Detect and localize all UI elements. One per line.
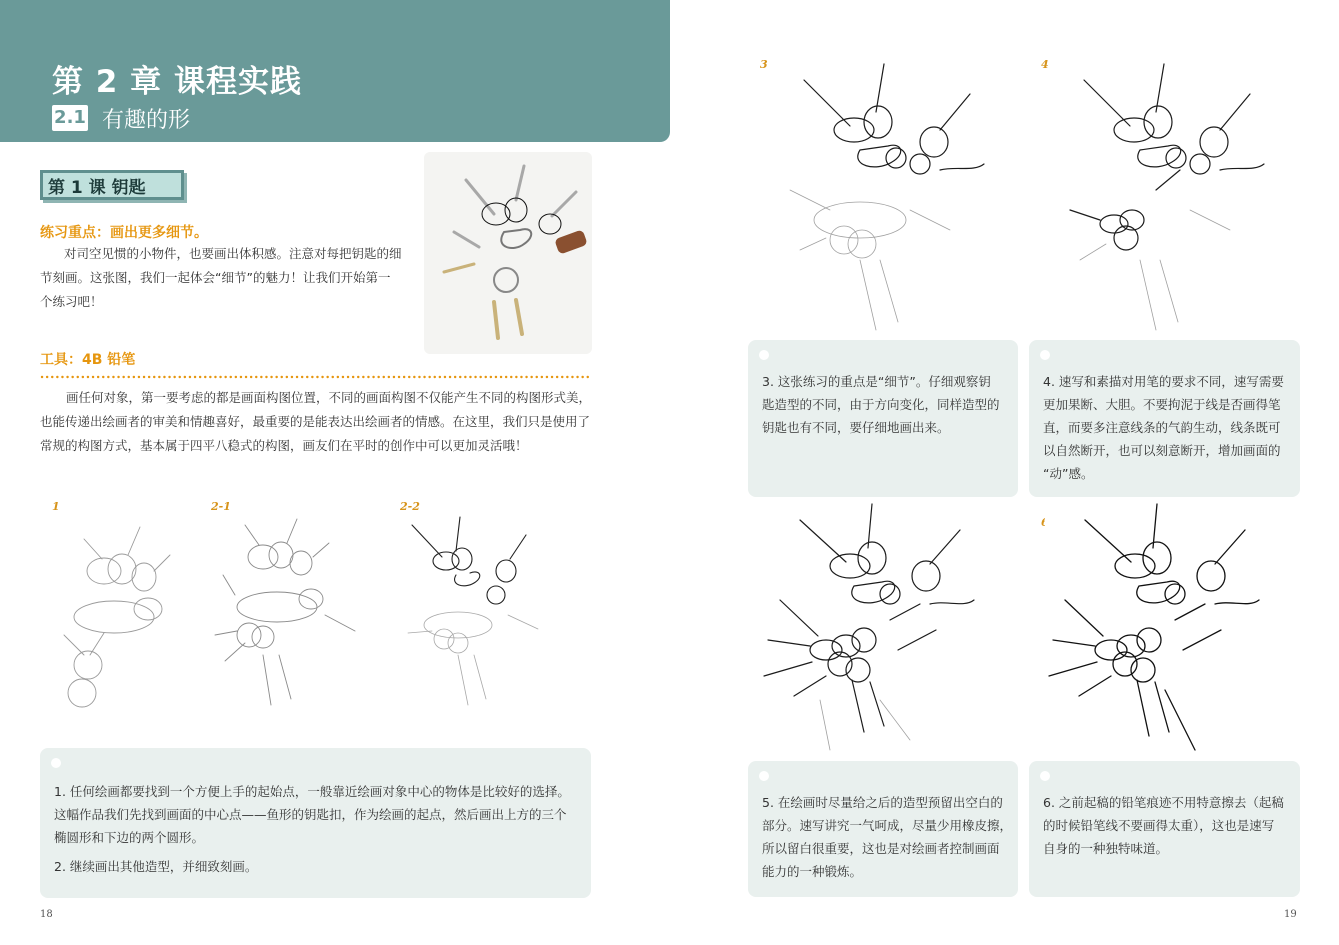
note-line: 椭圆形和下边的两个圆形。 — [54, 830, 205, 845]
note-line: 这幅作品我们先找到画面的中心点——鱼形的钥匙扣，作为绘画的起点，然后画出上方的三个 — [54, 807, 567, 822]
step-number: 4 — [1041, 58, 1049, 71]
note-text — [1043, 370, 1297, 485]
note-line: 部分。速写讲究一气呵成，尽量少用橡皮擦， — [762, 818, 1013, 833]
note-line: 5. 在绘画时尽量给之后的造型预留出空白的 — [762, 795, 1003, 810]
note-line: 直，而要多注意线条的气韵生动，线条既可 — [1043, 420, 1281, 435]
note-bullet-icon — [759, 350, 769, 360]
section-number: 2.1 — [52, 105, 88, 131]
sketch-step-6 — [1045, 500, 1280, 760]
dotted-divider — [40, 374, 590, 380]
note-line: 以自然断开，也可以刻意断开，增加画面的 — [1043, 443, 1281, 458]
tool-label: 工具：4B 铅笔 — [40, 352, 136, 368]
note-text — [762, 791, 1014, 883]
note-text — [762, 370, 1014, 439]
note-box-6 — [1029, 761, 1300, 897]
lesson-intro — [40, 242, 418, 314]
keys-photo — [424, 152, 592, 354]
step-number: 5 — [760, 516, 768, 529]
note-box-5 — [748, 761, 1018, 897]
intro-line: 节刻画。这张图，我们一起体会“细节”的魅力！让我们开始第一 — [40, 270, 391, 285]
note-line: 钥匙也有不同，要仔细地画出来。 — [762, 420, 950, 435]
note-box-1-2 — [40, 748, 591, 898]
note-line: 匙造型的不同，由于方向变化，同样造型的 — [762, 397, 1000, 412]
page-number-right: 19 — [1284, 909, 1297, 920]
lesson-label: 第 1 课 钥匙 — [48, 178, 146, 198]
sketch-step-1 — [44, 515, 194, 715]
body-line: 常规的构图方式，基本属于四平八稳式的构图，画友们在平时的创作中可以更加灵活哦！ — [40, 438, 528, 453]
note-box-4 — [1029, 340, 1300, 497]
sketch-step-2-2 — [398, 515, 548, 715]
section-title: 有趣的形 — [102, 108, 191, 133]
lesson-body — [40, 386, 596, 458]
sketch-step-4 — [1060, 60, 1275, 335]
note-line: 自身的一种独特味道。 — [1043, 841, 1169, 856]
note-bullet-icon — [1040, 350, 1050, 360]
note-bullet-icon — [51, 758, 61, 768]
note-line: “动”感。 — [1043, 466, 1094, 481]
note-line: 4. 速写和素描对用笔的要求不同，速写需要 — [1043, 374, 1284, 389]
body-line: 也能传递出绘画者的审美和情趣喜好，最重要的是能表达出绘画者的情感。在这里，我们只是使用了 — [40, 414, 591, 429]
step-number: 3 — [760, 58, 768, 71]
note-text — [1043, 791, 1297, 860]
body-line: 画任何对象，第一要考虑的都是画面构图位置，不同的画面构图不仅能产生不同的构图形式美， — [66, 390, 592, 405]
chapter-title: 第 2 章 课程实践 — [52, 64, 302, 100]
note-bullet-icon — [1040, 771, 1050, 781]
note-line: 的时候铅笔线不要画得太重），这也是速写 — [1043, 818, 1275, 833]
step-number: 2-2 — [400, 500, 420, 513]
intro-line: 个练习吧！ — [40, 294, 103, 309]
sketch-step-5 — [760, 500, 995, 755]
note-box-3 — [748, 340, 1018, 497]
note-line: 3. 这张练习的重点是“细节”。仔细观察钥 — [762, 374, 991, 389]
note-line: 能力的一种锻炼。 — [762, 864, 863, 879]
note-bullet-icon — [759, 771, 769, 781]
sketch-step-2-1 — [205, 515, 365, 715]
note-line: 2. 继续画出其他造型，并细致刻画。 — [54, 859, 258, 874]
page-number-left: 18 — [40, 909, 53, 920]
step-number: 2-1 — [211, 500, 231, 513]
step-number: 6 — [1041, 516, 1049, 529]
note-line: 所以留白很重要，这也是对绘画者控制画面 — [762, 841, 1000, 856]
sketch-step-3 — [780, 60, 995, 335]
practice-focus: 练习重点：画出更多细节。 — [40, 225, 208, 241]
note-line: 更加果断、大胆。不要拘泥于线是否画得笔 — [1043, 397, 1281, 412]
note-line: 1. 任何绘画都要找到一个方便上手的起始点，一般靠近绘画对象中心的物体是比较好的选择。 — [54, 784, 570, 799]
step-number: 1 — [52, 500, 60, 513]
keys-photo-illustration — [424, 152, 592, 354]
note-text — [54, 780, 584, 878]
intro-line: 对司空见惯的小物件，也要画出体积感。注意对每把钥匙的细 — [64, 246, 402, 261]
note-line: 6. 之前起稿的铅笔痕迹不用特意擦去（起稿 — [1043, 795, 1284, 810]
